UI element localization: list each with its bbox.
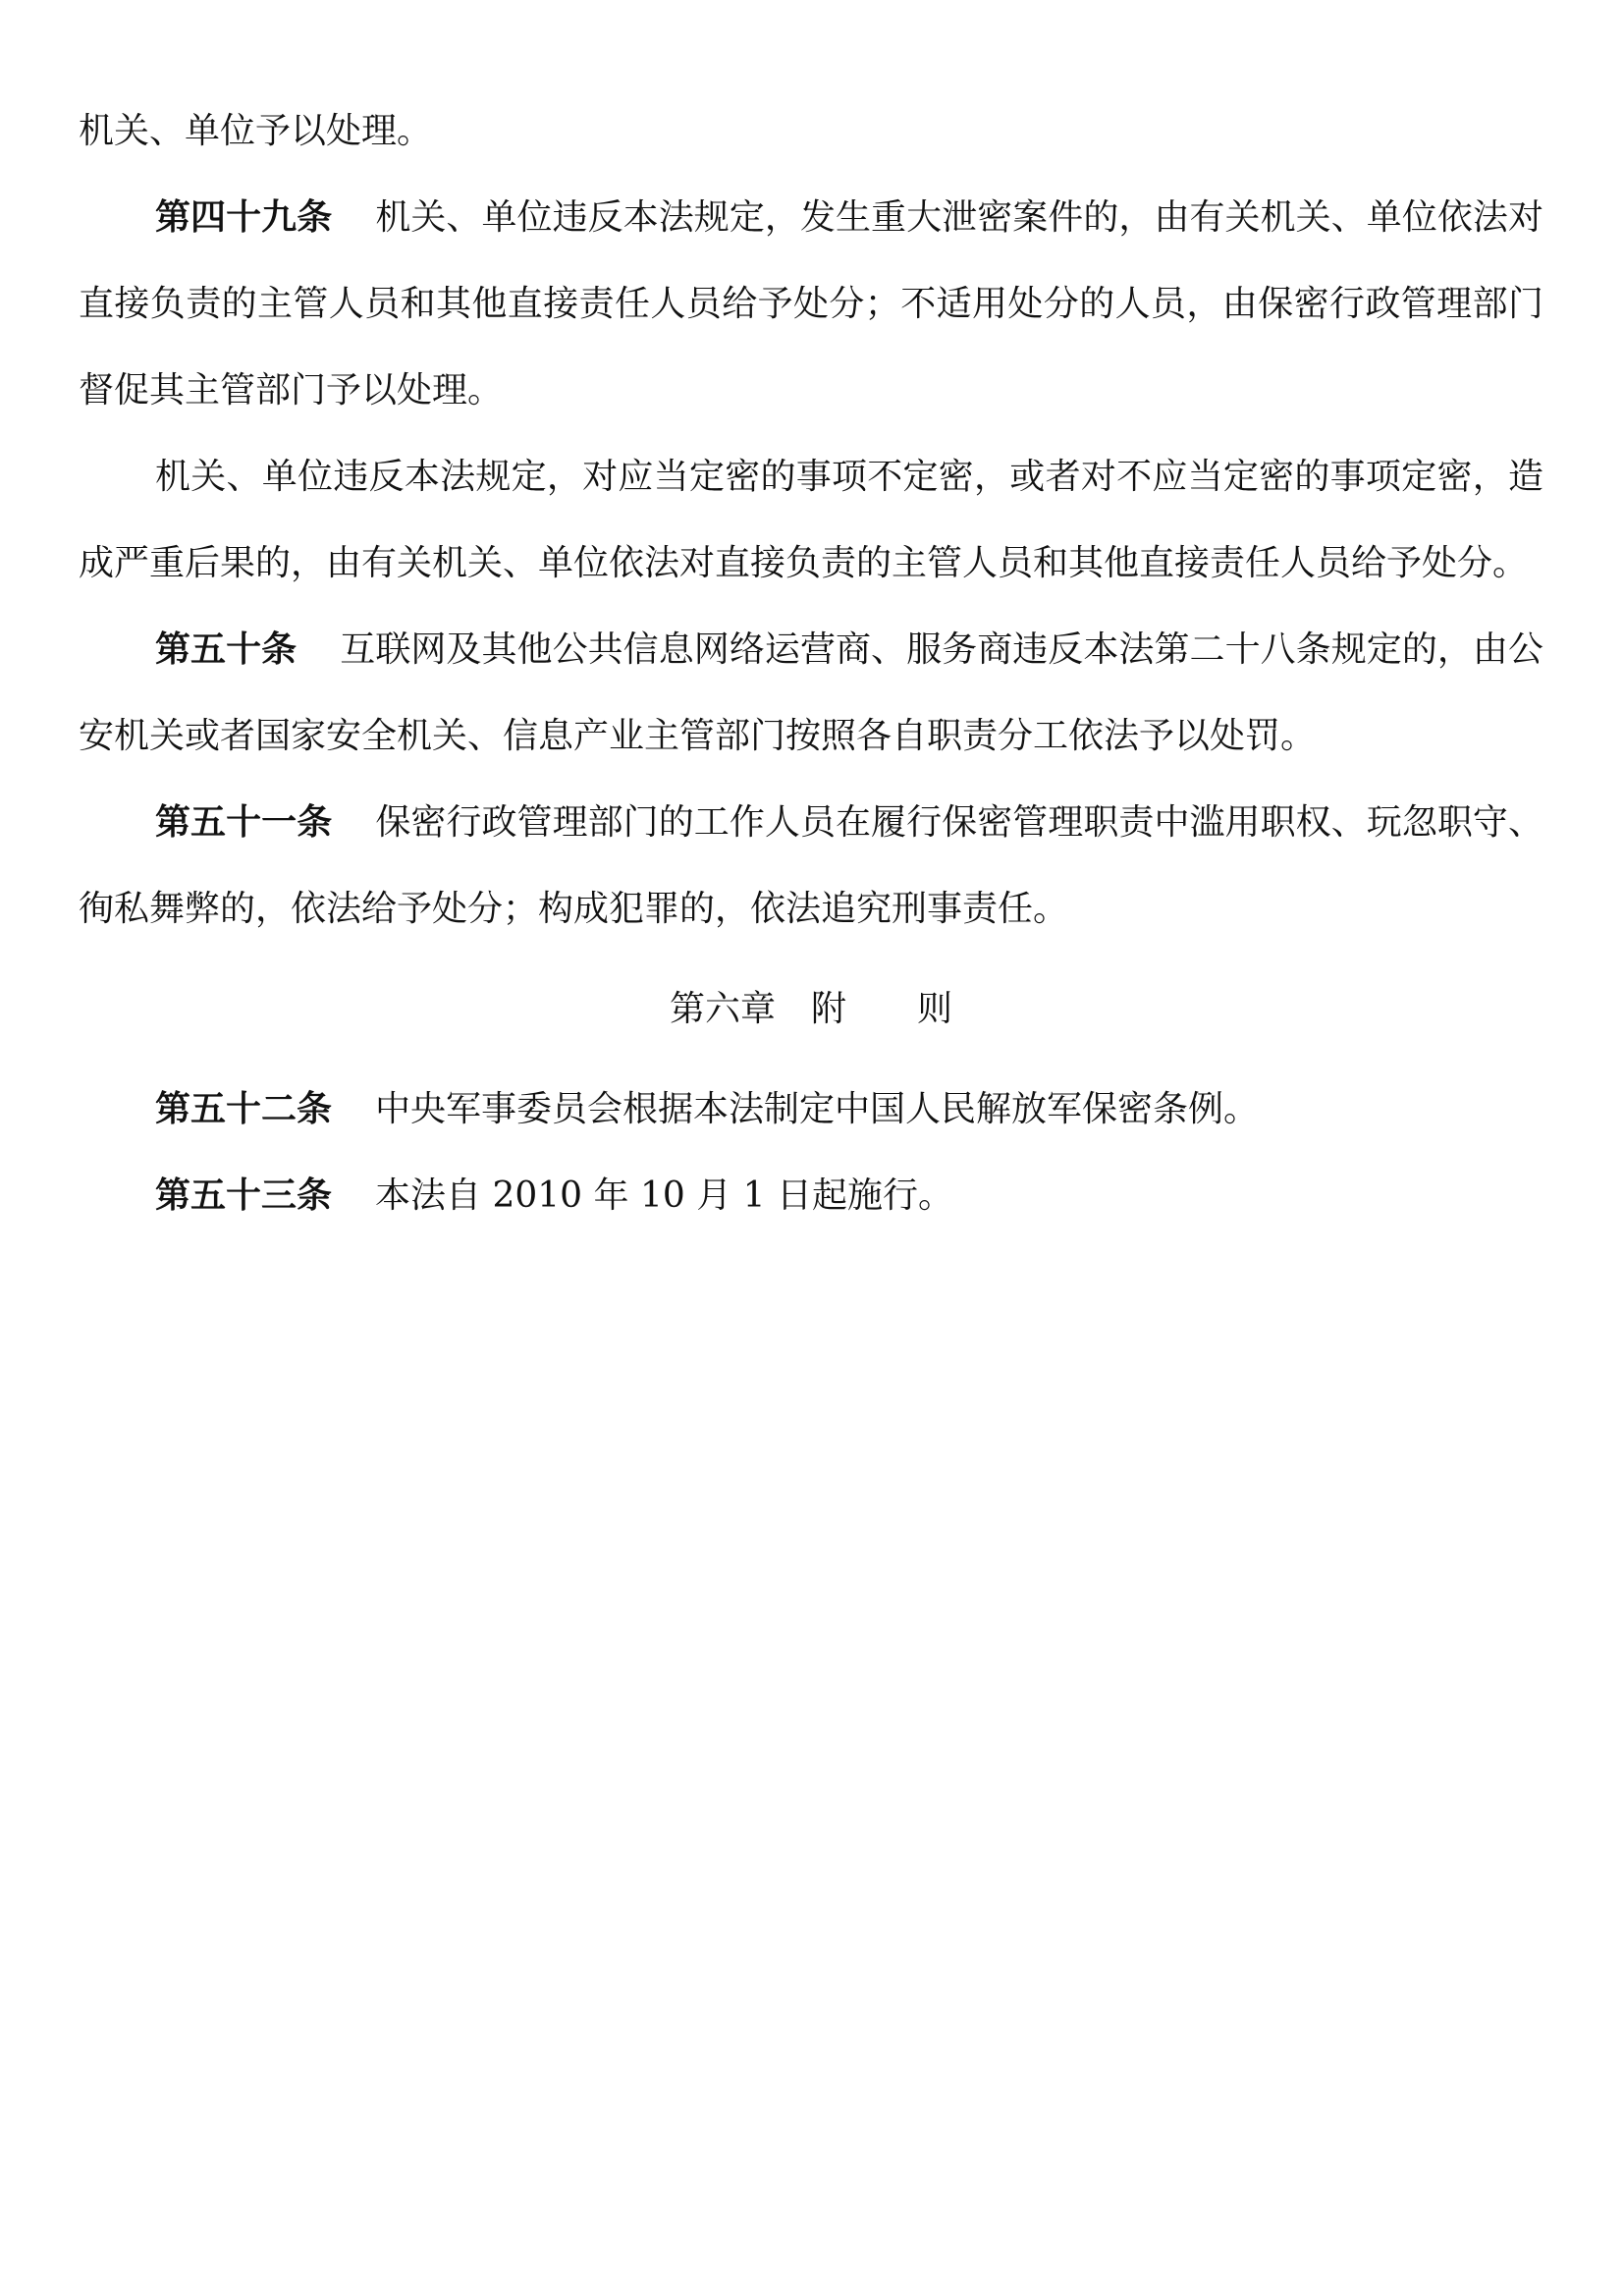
article-49-number: 第四十九条 bbox=[155, 197, 333, 238]
article-51-number: 第五十一条 bbox=[155, 802, 333, 843]
article-51 bbox=[79, 780, 1543, 953]
article-49-paragraph-2: 机关、单位违反本法规定，对应当定密的事项不定密，或者对不应当定密的事项定密，造成严重后果的，由有关机关、单位依法对直接负责的主管人员和其他直接责任人员给予处分。 bbox=[79, 457, 1543, 583]
article-52 bbox=[79, 1066, 1543, 1153]
article-53-number: 第五十三条 bbox=[155, 1175, 333, 1216]
article-50-number: 第五十条 bbox=[155, 629, 298, 670]
article-49 bbox=[79, 175, 1543, 434]
article-53-text: 本法自 2010 年 10 月 1 日起施行。 bbox=[375, 1175, 954, 1216]
article-53 bbox=[79, 1153, 1543, 1239]
article-52-text: 中央军事委员会根据本法制定中国人民解放军保密条例。 bbox=[375, 1089, 1260, 1129]
document-body bbox=[79, 88, 1543, 1239]
chapter-heading: 第六章 附 则 bbox=[669, 989, 952, 1029]
article-50 bbox=[79, 607, 1543, 780]
continuation-paragraph: 机关、单位予以处理。 bbox=[79, 111, 433, 151]
article-50-text: 互联网及其他公共信息网络运营商、服务商违反本法第二十八条规定的，由公安机关或者国家安全机关、信息产业主管部门按照各自职责分工依法予以处罚。 bbox=[79, 629, 1543, 756]
article-49-text: 机关、单位违反本法规定，发生重大泄密案件的，由有关机关、单位依法对直接负责的主管人员和其他直接责任人员给予处分；不适用处分的人员，由保密行政管理部门督促其主管部门予以处理。 bbox=[79, 197, 1543, 410]
article-52-number: 第五十二条 bbox=[155, 1089, 333, 1129]
article-51-text: 保密行政管理部门的工作人员在履行保密管理职责中滥用职权、玩忽职守、徇私舞弊的，依法给予处分；构成犯罪的，依法追究刑事责任。 bbox=[79, 802, 1543, 929]
